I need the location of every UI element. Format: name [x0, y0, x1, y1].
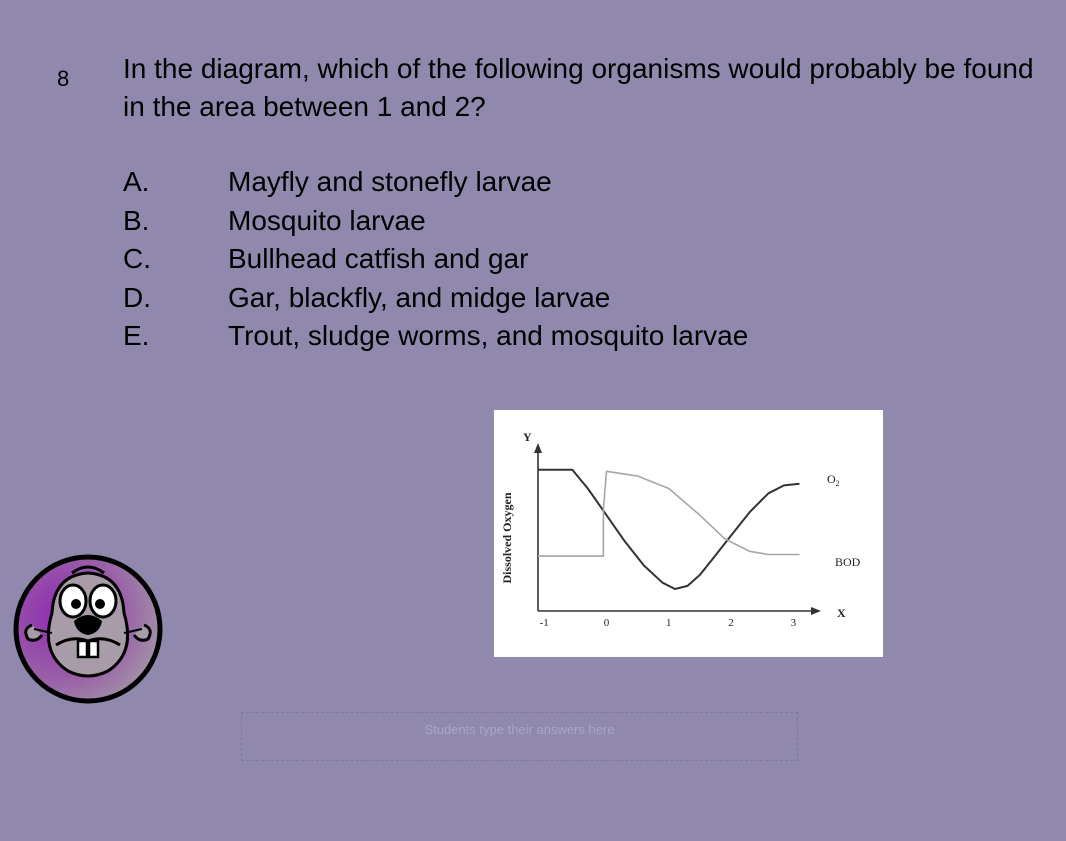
dissolved-oxygen-chart: [494, 410, 883, 657]
series-label-o2: [827, 472, 840, 488]
answer-box[interactable]: [241, 712, 798, 761]
option-text: Bullhead catfish and gar: [228, 243, 529, 274]
option-letter: E.: [123, 320, 150, 351]
x-tick-label: 0: [603, 617, 610, 629]
option-a: [123, 163, 748, 202]
option-c: [123, 240, 748, 279]
y-axis-label: Dissolved Oxygen: [500, 492, 514, 584]
series-label-o2-name: O: [827, 472, 836, 486]
option-letter: C.: [123, 243, 151, 274]
answer-options: [123, 163, 748, 356]
y-axis-letter: Y: [523, 430, 532, 444]
option-b: [123, 202, 748, 241]
option-e: [123, 317, 748, 356]
option-letter: A.: [123, 166, 150, 197]
series-label-bod: BOD: [835, 555, 861, 569]
x-tick-label: 2: [728, 617, 734, 629]
question-number: 8: [57, 66, 70, 91]
option-text: Trout, sludge worms, and mosquito larvae: [228, 320, 749, 351]
bod-series-line: [538, 471, 800, 556]
beaver-mascot-logo: [12, 553, 164, 705]
x-tick-label: 1: [666, 617, 672, 629]
option-letter: D.: [123, 281, 151, 313]
question-text: In the diagram, which of the following organisms would probably be found in the area between 1 and 2?: [123, 53, 1034, 122]
x-tick-label: 3: [790, 617, 797, 629]
option-letter: B.: [123, 204, 150, 236]
x-tick-labels: [540, 617, 797, 629]
o2-series-line: [538, 470, 800, 589]
x-axis-letter: X: [837, 606, 846, 620]
option-text: Mosquito larvae: [228, 204, 426, 236]
answer-input[interactable]: [242, 713, 797, 760]
option-d: [123, 279, 748, 318]
option-text: Gar, blackfly, and midge larvae: [228, 281, 611, 313]
series-label-o2-subscript: 2: [835, 479, 840, 488]
option-text: Mayfly and stonefly larvae: [228, 166, 552, 197]
series-lines: [538, 470, 800, 589]
chart-svg: [494, 410, 883, 657]
x-tick-label: -1: [539, 617, 549, 629]
